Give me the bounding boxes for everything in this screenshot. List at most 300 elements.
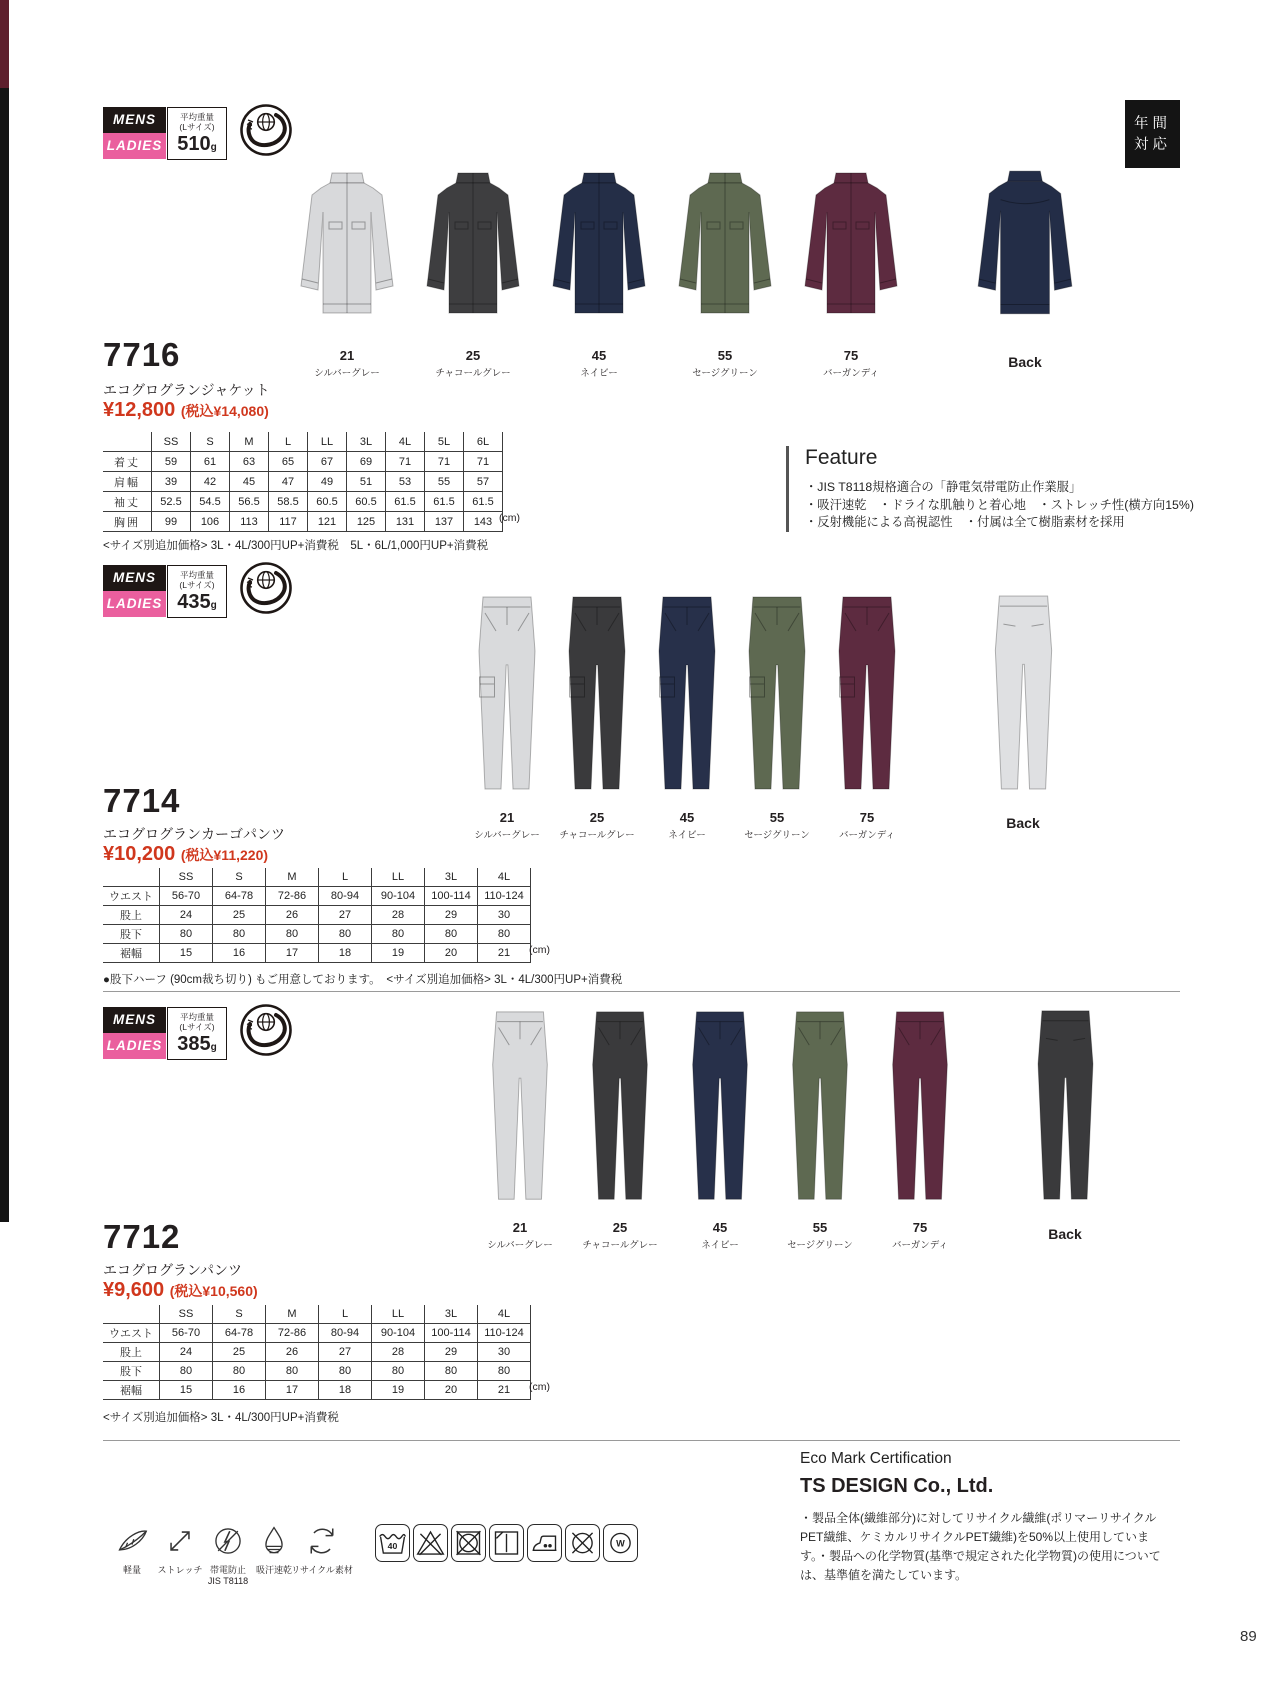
back-label: Back bbox=[1008, 354, 1042, 370]
size-value-cell: 80-94 bbox=[319, 1324, 372, 1343]
size-column-header: 3L bbox=[347, 432, 386, 452]
measure-row-label: 股下 bbox=[103, 1362, 160, 1381]
color-code: 21 bbox=[512, 1220, 528, 1235]
color-code: 45 bbox=[712, 1220, 728, 1235]
size-value-cell: 72-86 bbox=[266, 1324, 319, 1343]
size-value-cell: 61.5 bbox=[386, 492, 425, 512]
section-divider bbox=[103, 991, 1180, 992]
size-value-cell: 80 bbox=[372, 925, 425, 944]
size-value-cell: 110-124 bbox=[478, 887, 531, 906]
size-value-cell: 29 bbox=[425, 906, 478, 925]
size-value-cell: 55 bbox=[425, 472, 464, 492]
size-column-header: L bbox=[269, 432, 308, 452]
cargo-pants-front-image bbox=[465, 593, 549, 798]
size-value-cell: 39 bbox=[152, 472, 191, 492]
size-value-cell: 15 bbox=[160, 1381, 213, 1400]
table-corner-cell bbox=[103, 1305, 160, 1324]
price-tax: (税込¥11,220) bbox=[180, 847, 269, 863]
size-value-cell: 80 bbox=[478, 925, 531, 944]
size-value-cell: 71 bbox=[464, 452, 503, 472]
size-column-header: 4L bbox=[478, 1305, 531, 1324]
color-name: バーガンディ bbox=[891, 1240, 949, 1251]
table-row bbox=[103, 472, 503, 492]
feature-line: ・JIS T8118規格適合の「静電気帯電防止作業服」 bbox=[805, 480, 1082, 494]
jacket-front-image bbox=[791, 168, 911, 328]
pants-back-figure bbox=[978, 592, 1068, 831]
size-column-header: 4L bbox=[386, 432, 425, 452]
size-value-cell: 20 bbox=[425, 944, 478, 963]
product-price bbox=[103, 399, 269, 422]
table-unit: (cm) bbox=[529, 944, 550, 956]
size-value-cell: 100-114 bbox=[425, 887, 478, 906]
avg-weight-label: 平均重量 bbox=[179, 570, 214, 580]
size-value-cell: 71 bbox=[386, 452, 425, 472]
size-value-cell: 18 bbox=[319, 1381, 372, 1400]
svg-text:W: W bbox=[616, 1538, 625, 1549]
size-value-cell: 25 bbox=[213, 1343, 266, 1362]
ladies-badge: LADIES bbox=[103, 1033, 166, 1059]
cargo-pants-front-image bbox=[735, 593, 819, 798]
size-column-header: S bbox=[191, 432, 230, 452]
season-tab bbox=[1125, 100, 1180, 168]
size-value-cell: 80 bbox=[213, 1362, 266, 1381]
size-column-header: SS bbox=[152, 432, 191, 452]
size-value-cell: 61 bbox=[191, 452, 230, 472]
size-value-cell: 90-104 bbox=[372, 887, 425, 906]
size-column-header: 3L bbox=[425, 868, 478, 887]
average-weight-box bbox=[167, 565, 227, 618]
size-value-cell: 64-78 bbox=[213, 1324, 266, 1343]
pants-color-row bbox=[470, 1008, 970, 1251]
avg-weight-size-label: (Lサイズ) bbox=[179, 122, 215, 132]
measure-row-label: 着丈 bbox=[103, 452, 152, 472]
color-name: シルバーグレー bbox=[474, 830, 540, 841]
pants-front-image bbox=[478, 1008, 562, 1208]
size-column-header: S bbox=[213, 868, 266, 887]
jacket-colorway-figure bbox=[284, 168, 410, 379]
product-number: 7714 bbox=[103, 782, 181, 819]
pants-front-image bbox=[578, 1008, 662, 1208]
measure-row-label: 胸囲 bbox=[103, 512, 152, 532]
weight-unit: g bbox=[210, 600, 217, 611]
table-row bbox=[103, 906, 531, 925]
measure-row-label: 袖丈 bbox=[103, 492, 152, 512]
size-value-cell: 80 bbox=[372, 1362, 425, 1381]
size-value-cell: 30 bbox=[478, 906, 531, 925]
size-column-header: LL bbox=[372, 1305, 425, 1324]
size-value-cell: 99 bbox=[152, 512, 191, 532]
pants-back-image bbox=[1023, 1007, 1108, 1208]
size-column-header: M bbox=[266, 868, 319, 887]
size-value-cell: 19 bbox=[372, 1381, 425, 1400]
size-value-cell: 110-124 bbox=[478, 1324, 531, 1343]
size-value-cell: 21 bbox=[478, 1381, 531, 1400]
size-value-cell: 45 bbox=[230, 472, 269, 492]
size-column-header: LL bbox=[308, 432, 347, 452]
measure-row-label: 裾幅 bbox=[103, 944, 160, 963]
no-dry-clean-icon bbox=[566, 1525, 599, 1561]
size-value-cell: 60.5 bbox=[308, 492, 347, 512]
color-name: チャコールグレー bbox=[559, 830, 635, 841]
color-code: 25 bbox=[589, 810, 605, 825]
size-value-cell: 17 bbox=[266, 1381, 319, 1400]
size-value-cell: 113 bbox=[230, 512, 269, 532]
care-symbol-no-dry-clean bbox=[565, 1524, 600, 1562]
avg-weight-size-label: (Lサイズ) bbox=[179, 1022, 215, 1032]
mens-badge: MENS bbox=[103, 107, 166, 133]
size-value-cell: 90-104 bbox=[372, 1324, 425, 1343]
measure-row-label: ウエスト bbox=[103, 887, 160, 906]
color-code: 55 bbox=[812, 1220, 828, 1235]
table-row bbox=[103, 452, 503, 472]
size-table bbox=[103, 1305, 531, 1400]
pants-front-image bbox=[878, 1008, 962, 1208]
color-name: セージグリーン bbox=[787, 1240, 853, 1251]
measure-row-label: 股上 bbox=[103, 906, 160, 925]
ladies-badge: LADIES bbox=[103, 591, 166, 617]
feature-line: ・反射機能による高視認性 ・付属は全て樹脂素材を採用 bbox=[805, 515, 1125, 529]
size-value-cell: 16 bbox=[213, 944, 266, 963]
price-tax: (税込¥14,080) bbox=[180, 403, 269, 419]
table-row bbox=[103, 887, 531, 906]
table-row bbox=[103, 1381, 531, 1400]
color-name: チャコールグレー bbox=[435, 368, 511, 379]
size-value-cell: 19 bbox=[372, 944, 425, 963]
jacket-back-figure bbox=[962, 166, 1088, 370]
eco-cert-heading: Eco Mark Certification bbox=[800, 1450, 952, 1467]
size-price-note: ●股下ハーフ (90cm裁ち切り) もご用意しております。 <サイズ別追加価格> 3L・4L/300円UP+消費税 bbox=[103, 974, 623, 986]
cargo-pants-front-image bbox=[645, 593, 729, 798]
size-value-cell: 121 bbox=[308, 512, 347, 532]
measure-row-label: 裾幅 bbox=[103, 1381, 160, 1400]
size-column-header: M bbox=[230, 432, 269, 452]
product-number: 7712 bbox=[103, 1218, 181, 1255]
size-value-cell: 72-86 bbox=[266, 887, 319, 906]
product-price bbox=[103, 1279, 258, 1302]
size-column-header: M bbox=[266, 1305, 319, 1324]
size-column-header: L bbox=[319, 1305, 372, 1324]
weight-unit: g bbox=[210, 1042, 217, 1053]
size-value-cell: 80 bbox=[160, 925, 213, 944]
color-code: 55 bbox=[717, 348, 733, 363]
size-value-cell: 80 bbox=[266, 925, 319, 944]
eco-mark-icon bbox=[239, 1003, 293, 1057]
jacket-front-image bbox=[413, 168, 533, 328]
left-edge-black-stripe bbox=[0, 88, 9, 1222]
table-header-row bbox=[103, 868, 531, 887]
size-table bbox=[103, 868, 531, 963]
size-value-cell: 67 bbox=[308, 452, 347, 472]
jacket-color-row bbox=[284, 168, 914, 379]
color-code: 75 bbox=[859, 810, 875, 825]
no-bleach-icon bbox=[414, 1525, 447, 1561]
table-corner-cell bbox=[103, 868, 160, 887]
pants-front-image bbox=[678, 1008, 762, 1208]
size-price-note: <サイズ別追加価格> 3L・4L/300円UP+消費税 5L・6L/1,000円UP+消費税 bbox=[103, 540, 489, 552]
weight-value: 385 bbox=[177, 1033, 211, 1055]
size-value-cell: 54.5 bbox=[191, 492, 230, 512]
season-tab-line2: 対応 bbox=[1134, 137, 1171, 153]
ladies-badge: LADIES bbox=[103, 133, 166, 159]
size-value-cell: 80 bbox=[266, 1362, 319, 1381]
care-symbol-line-dry-shade bbox=[489, 1524, 524, 1562]
size-value-cell: 80-94 bbox=[319, 887, 372, 906]
color-name: シルバーグレー bbox=[487, 1240, 553, 1251]
wet-clean-icon bbox=[604, 1525, 637, 1561]
size-value-cell: 15 bbox=[160, 944, 213, 963]
color-code: 21 bbox=[339, 348, 355, 363]
size-value-cell: 25 bbox=[213, 906, 266, 925]
size-value-cell: 26 bbox=[266, 1343, 319, 1362]
table-header-row bbox=[103, 432, 503, 452]
size-column-header: 5L bbox=[425, 432, 464, 452]
size-value-cell: 117 bbox=[269, 512, 308, 532]
size-column-header: 4L bbox=[478, 868, 531, 887]
care-symbol-no-bleach bbox=[413, 1524, 448, 1562]
size-value-cell: 27 bbox=[319, 1343, 372, 1362]
table-row bbox=[103, 512, 503, 532]
mens-badge: MENS bbox=[103, 565, 166, 591]
pants-colorway-figure bbox=[570, 1008, 670, 1251]
size-value-cell: 59 bbox=[152, 452, 191, 472]
size-value-cell: 26 bbox=[266, 906, 319, 925]
season-tab-line1: 年間 bbox=[1134, 116, 1171, 132]
pants-colorway-figure bbox=[822, 593, 912, 841]
color-code: 55 bbox=[769, 810, 785, 825]
table-row bbox=[103, 1343, 531, 1362]
table-unit: (cm) bbox=[529, 1381, 550, 1393]
function-label: 吸汗速乾 bbox=[255, 1565, 292, 1575]
footer-divider bbox=[103, 1440, 1180, 1441]
size-value-cell: 57 bbox=[464, 472, 503, 492]
function-label: リサイクル素材 bbox=[291, 1565, 353, 1575]
jacket-front-image bbox=[539, 168, 659, 328]
size-value-cell: 20 bbox=[425, 1381, 478, 1400]
pants-back-image bbox=[981, 592, 1066, 798]
product-name: エコグログランパンツ bbox=[103, 1262, 243, 1278]
size-value-cell: 80 bbox=[319, 1362, 372, 1381]
size-value-cell: 125 bbox=[347, 512, 386, 532]
color-code: 45 bbox=[679, 810, 695, 825]
function-label: 軽量 bbox=[122, 1565, 141, 1575]
cargo-pants-front-image bbox=[555, 593, 639, 798]
size-column-header: S bbox=[213, 1305, 266, 1324]
size-column-header: 6L bbox=[464, 432, 503, 452]
size-value-cell: 47 bbox=[269, 472, 308, 492]
size-value-cell: 24 bbox=[160, 1343, 213, 1362]
size-value-cell: 63 bbox=[230, 452, 269, 472]
size-value-cell: 61.5 bbox=[425, 492, 464, 512]
size-value-cell: 137 bbox=[425, 512, 464, 532]
color-code: 25 bbox=[465, 348, 481, 363]
measure-row-label: ウエスト bbox=[103, 1324, 160, 1343]
size-table bbox=[103, 432, 503, 532]
product-name: エコグログランジャケット bbox=[103, 382, 270, 398]
pants-colorway-figure bbox=[670, 1008, 770, 1251]
size-value-cell: 80 bbox=[319, 925, 372, 944]
size-value-cell: 65 bbox=[269, 452, 308, 472]
weight-unit: g bbox=[210, 142, 217, 153]
color-code: 75 bbox=[843, 348, 859, 363]
measure-row-label: 肩幅 bbox=[103, 472, 152, 492]
jacket-colorway-figure bbox=[662, 168, 788, 379]
function-sublabel: JIS T8118 bbox=[207, 1576, 249, 1586]
size-value-cell: 64-78 bbox=[213, 887, 266, 906]
size-column-header: 3L bbox=[425, 1305, 478, 1324]
eco-certification-block bbox=[800, 1450, 1175, 1585]
size-value-cell: 56-70 bbox=[160, 1324, 213, 1343]
size-value-cell: 52.5 bbox=[152, 492, 191, 512]
care-symbol-wet-clean bbox=[603, 1524, 638, 1562]
size-value-cell: 53 bbox=[386, 472, 425, 492]
eco-mark-icon bbox=[239, 103, 293, 157]
size-value-cell: 106 bbox=[191, 512, 230, 532]
size-value-cell: 17 bbox=[266, 944, 319, 963]
size-value-cell: 56.5 bbox=[230, 492, 269, 512]
function-label: 帯電防止 bbox=[209, 1565, 246, 1575]
stretch-arrows-icon bbox=[163, 1524, 197, 1558]
pants-colorway-figure bbox=[870, 1008, 970, 1251]
size-value-cell: 71 bbox=[425, 452, 464, 472]
size-value-cell: 16 bbox=[213, 1381, 266, 1400]
care-symbol-wash-40 bbox=[375, 1524, 410, 1562]
color-code: 45 bbox=[591, 348, 607, 363]
color-name: チャコールグレー bbox=[582, 1240, 658, 1251]
table-unit: (cm) bbox=[499, 512, 520, 524]
price-main: ¥12,800 bbox=[103, 399, 176, 421]
svg-text:40: 40 bbox=[387, 1540, 398, 1551]
price-main: ¥9,600 bbox=[103, 1279, 165, 1301]
product-name: エコグログランカーゴパンツ bbox=[103, 826, 285, 842]
size-value-cell: 28 bbox=[372, 1343, 425, 1362]
size-value-cell: 51 bbox=[347, 472, 386, 492]
size-value-cell: 18 bbox=[319, 944, 372, 963]
table-row bbox=[103, 1324, 531, 1343]
iron-icon bbox=[528, 1525, 561, 1561]
size-value-cell: 29 bbox=[425, 1343, 478, 1362]
pants-back-figure bbox=[1020, 1007, 1110, 1242]
size-column-header: LL bbox=[372, 868, 425, 887]
price-tax: (税込¥10,560) bbox=[169, 1283, 258, 1299]
size-column-header: SS bbox=[160, 868, 213, 887]
table-row bbox=[103, 492, 503, 512]
pants-colorway-figure bbox=[470, 1008, 570, 1251]
recycle-icon bbox=[305, 1524, 339, 1558]
pants-front-image bbox=[778, 1008, 862, 1208]
size-price-note: <サイズ別追加価格> 3L・4L/300円UP+消費税 bbox=[103, 1412, 339, 1424]
color-code: 75 bbox=[912, 1220, 928, 1235]
feature-title: Feature bbox=[805, 446, 878, 469]
back-label: Back bbox=[1048, 1226, 1082, 1242]
table-row bbox=[103, 925, 531, 944]
weight-value: 510 bbox=[177, 133, 211, 155]
size-value-cell: 30 bbox=[478, 1343, 531, 1362]
size-value-cell: 27 bbox=[319, 906, 372, 925]
color-code: 21 bbox=[499, 810, 515, 825]
size-value-cell: 28 bbox=[372, 906, 425, 925]
color-name: ネイビー bbox=[668, 830, 706, 841]
size-value-cell: 56-70 bbox=[160, 887, 213, 906]
feature-line: ・吸汗速乾 ・ドライな肌触りと着心地 ・ストレッチ性(横方向15%) bbox=[805, 497, 1194, 512]
table-corner-cell bbox=[103, 432, 152, 452]
table-row bbox=[103, 1362, 531, 1381]
line-dry-shade-icon bbox=[490, 1525, 523, 1561]
pants-colorway-figure bbox=[770, 1008, 870, 1251]
antistatic-icon bbox=[211, 1524, 245, 1558]
avg-weight-size-label: (Lサイズ) bbox=[179, 580, 215, 590]
size-value-cell: 42 bbox=[191, 472, 230, 492]
eco-mark-icon bbox=[239, 561, 293, 615]
function-feature-recycled bbox=[282, 1524, 362, 1576]
color-name: バーガンディ bbox=[822, 368, 880, 379]
size-value-cell: 131 bbox=[386, 512, 425, 532]
color-name: セージグリーン bbox=[744, 830, 810, 841]
no-tumble-dry-icon bbox=[452, 1525, 485, 1561]
size-value-cell: 69 bbox=[347, 452, 386, 472]
back-label: Back bbox=[1006, 815, 1040, 831]
avg-weight-label: 平均重量 bbox=[179, 1012, 214, 1022]
feature-block bbox=[786, 446, 1218, 532]
jacket-colorway-figure bbox=[536, 168, 662, 379]
size-value-cell: 143 bbox=[464, 512, 503, 532]
jacket-colorway-figure bbox=[788, 168, 914, 379]
measure-row-label: 股上 bbox=[103, 1343, 160, 1362]
care-symbol-iron-medium bbox=[527, 1524, 562, 1562]
page-number: 89 bbox=[1240, 1628, 1257, 1645]
color-code: 25 bbox=[612, 1220, 628, 1235]
weight-value: 435 bbox=[177, 591, 211, 613]
size-value-cell: 24 bbox=[160, 906, 213, 925]
table-header-row bbox=[103, 1305, 531, 1324]
size-value-cell: 100-114 bbox=[425, 1324, 478, 1343]
price-main: ¥10,200 bbox=[103, 843, 176, 865]
measure-row-label: 股下 bbox=[103, 925, 160, 944]
color-name: セージグリーン bbox=[692, 368, 758, 379]
avg-weight-label: 平均重量 bbox=[179, 112, 214, 122]
average-weight-box bbox=[167, 1007, 227, 1060]
size-value-cell: 80 bbox=[160, 1362, 213, 1381]
jacket-front-image bbox=[665, 168, 785, 328]
cargo-pants-front-image bbox=[825, 593, 909, 798]
product-price bbox=[103, 843, 268, 866]
size-value-cell: 21 bbox=[478, 944, 531, 963]
size-column-header: L bbox=[319, 868, 372, 887]
pants-colorway-figure bbox=[642, 593, 732, 841]
color-name: シルバーグレー bbox=[314, 368, 380, 379]
jacket-back-image bbox=[963, 166, 1087, 329]
size-value-cell: 80 bbox=[213, 925, 266, 944]
wash-40-icon bbox=[376, 1525, 409, 1561]
size-column-header: SS bbox=[160, 1305, 213, 1324]
function-label: ストレッチ bbox=[157, 1565, 203, 1575]
care-symbol-no-tumble-dry bbox=[451, 1524, 486, 1562]
color-name: バーガンディ bbox=[838, 830, 896, 841]
jacket-colorway-figure bbox=[410, 168, 536, 379]
table-row bbox=[103, 944, 531, 963]
feather-icon bbox=[115, 1524, 149, 1558]
mens-badge: MENS bbox=[103, 1007, 166, 1033]
size-value-cell: 58.5 bbox=[269, 492, 308, 512]
color-name: ネイビー bbox=[580, 368, 618, 379]
size-value-cell: 60.5 bbox=[347, 492, 386, 512]
average-weight-box bbox=[167, 107, 227, 160]
size-value-cell: 80 bbox=[478, 1362, 531, 1381]
jacket-front-image bbox=[287, 168, 407, 328]
pants-colorway-figure bbox=[552, 593, 642, 841]
size-value-cell: 80 bbox=[425, 925, 478, 944]
left-edge-red-stripe bbox=[0, 0, 9, 88]
eco-cert-body: ・製品全体(繊維部分)に対してリサイクル繊維(ポリマーリサイクルPET繊維、ケミカルリサイクルPET繊維)を50%以上使用しています。・製品への化学物質(基準で規定された化学物質)の使用については、基準値を満たしています。 bbox=[800, 1511, 1161, 1582]
